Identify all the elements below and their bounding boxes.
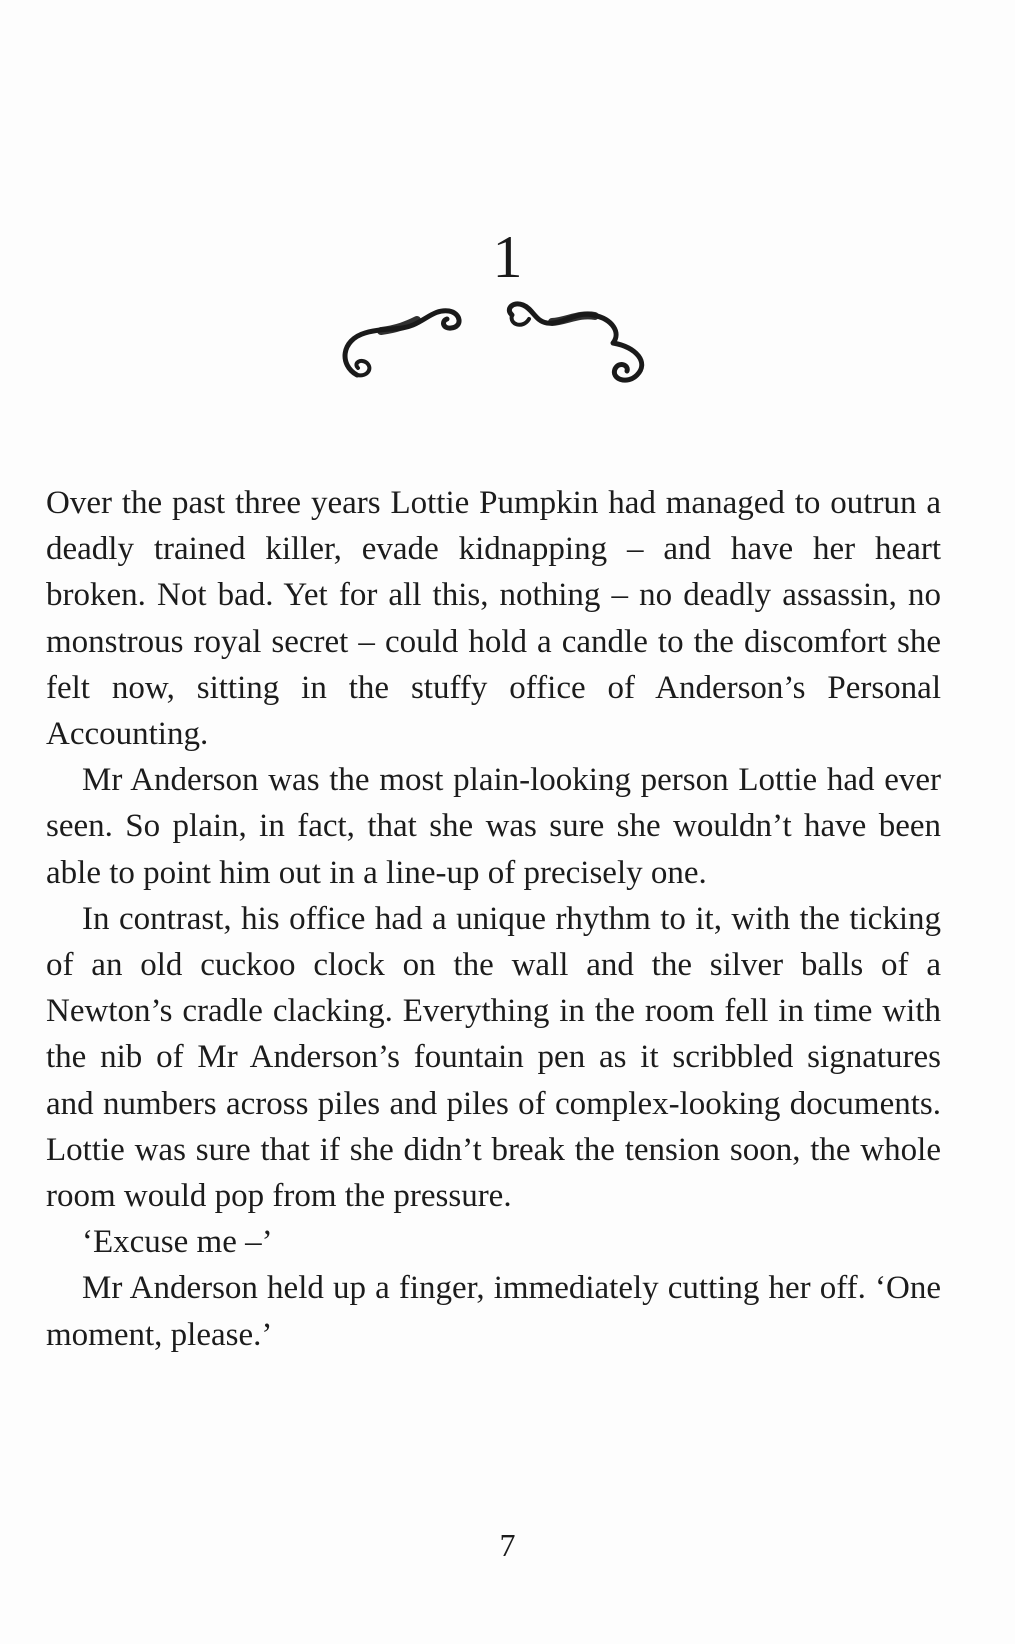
- paragraph: Mr Anderson held up a finger, immediately cutting her off. ‘One moment, please.’: [46, 1270, 941, 1353]
- scroll-flourish-icon: [337, 295, 657, 385]
- chapter-body: [46, 480, 941, 1358]
- paragraph: ‘Excuse me –’: [82, 1224, 273, 1261]
- chapter-number: 1: [492, 224, 523, 290]
- paragraph: Over the past three years Lottie Pumpkin had managed to outrun a deadly trained killer, evade kidnapping – and have her heart broken. Not bad. Yet for all this, nothing – no deadly assassin, no monstrous royal secret – could hold a candle to the discomfort she felt now, sitting in the stuffy office of Anderson’s Personal Accounting.: [46, 485, 941, 753]
- paragraph: In contrast, his office had a unique rhythm to it, with the ticking of an old cuckoo clock on the wall and the silver balls of a Newton’s cradle clacking. Everything in the room fell in time with the nib of Mr Anderson’s fountain pen as it scribbled signatures and numbers across piles and piles of complex-looking documents. Lottie was sure that if she didn’t break the tension soon, the whole room would pop from the pressure.: [46, 900, 941, 1215]
- paragraph: Mr Anderson was the most plain-looking person Lottie had ever seen. So plain, in fact, that she was sure she wouldn’t have been able to point him out in a line-up of precisely one.: [46, 762, 941, 891]
- page-number: 7: [499, 1527, 516, 1563]
